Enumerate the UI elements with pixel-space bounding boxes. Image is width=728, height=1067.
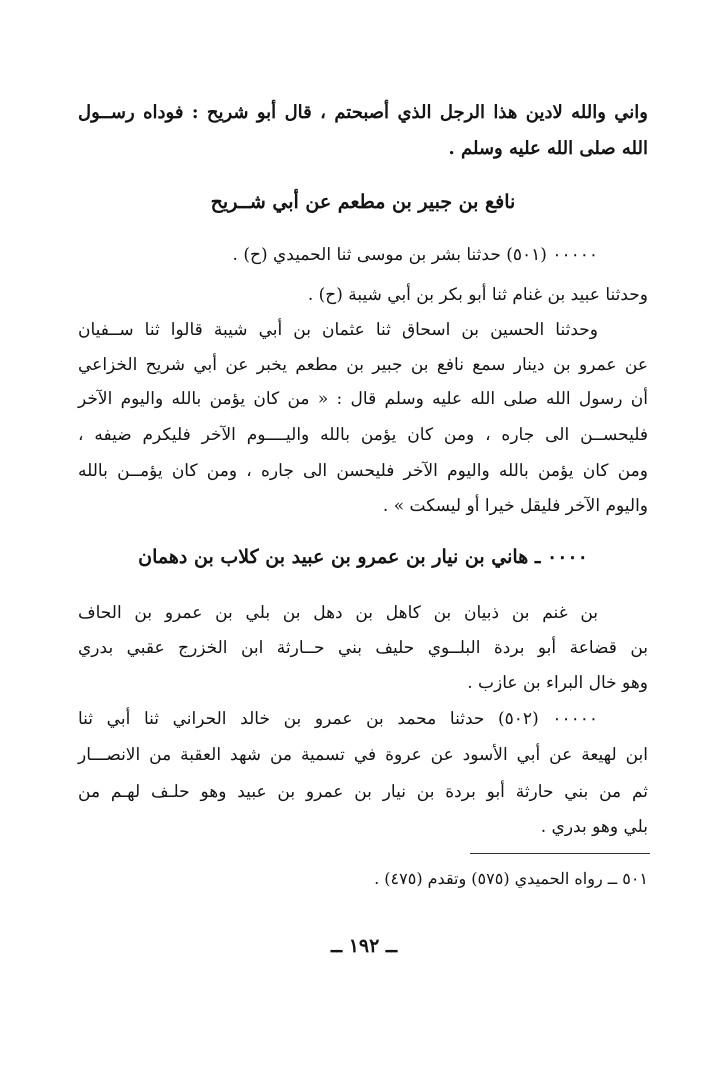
footnote-divider <box>470 853 650 854</box>
text-line: وحدثنا عبيد بن غنام ثنا أبو بكر بن أبي شيبة (ح) . <box>307 285 648 305</box>
footnote: ٥٠١ ــ رواه الحميدي (٥٧٥) وتقدم (٤٧٥) . <box>374 869 648 888</box>
text-line: بن قضاعة أبو بردة البلــوي حليف بني حــارثة ابن الخزرج عقبي بدري <box>78 638 648 658</box>
text-line: ٠٠٠٠٠ (٥٠١) حدثنا بشر بن موسى ثنا الحميدي (ح) . <box>232 245 598 265</box>
section-heading: ٠٠٠٠ ـ هاني بن نيار بن عمرو بن عبيد بن كلاب بن دهمان <box>138 546 588 568</box>
text-line: ومن كان يؤمن بالله واليوم الآخر فليحسن الى جاره ، ومن كان يؤمــن بالله <box>78 461 648 481</box>
text-line: ثم من بني حارثة أبو بردة بن نيار بن عمرو بن عبيد وهو حلـف لهـم من <box>78 782 648 802</box>
text-line: بن غنم بن ذبيان بن كاهل بن دهل بن بلي بن عمرو بن الحاف <box>78 603 598 623</box>
text-line: فليحســن الى جاره ، ومن كان يؤمن بالله واليــــوم الآخر فليكرم ضيفه ، <box>78 425 648 445</box>
text-line: أن رسول الله صلى الله عليه وسلم قال : « من كان يؤمن بالله واليوم الآخر <box>78 389 648 409</box>
text-line: عن عمرو بن دينار سمع نافع بن جبير بن مطعم يخبر عن أبي شريح الخزاعي <box>78 355 648 375</box>
text-line: ٠٠٠٠٠ (٥٠٢) حدثنا محمد بن عمرو بن خالد الحراني ثنا أبي ثنا <box>78 709 598 729</box>
text-line: وحدثنا الحسين بن اسحاق ثنا عثمان بن أبي شيبة قالوا ثنا ســفيان <box>78 320 598 340</box>
text-line: واني والله لادين هذا الرجل الذي أصبحتم ، قال أبو شريح : فوداه رســول <box>78 102 648 123</box>
text-line: ابن لهيعة عن أبي الأسود عن عروة في تسمية من شهد العقبة من الانصـــار <box>78 745 648 765</box>
page-number: ــ ١٩٢ ــ <box>330 935 398 957</box>
text-line: الله صلى الله عليه وسلم . <box>448 138 648 159</box>
text-line: بلي وهو بدري . <box>540 817 648 837</box>
text-line: وهو خال البراء بن عازب . <box>467 673 648 693</box>
text-line: واليوم الآخر فليقل خيرا أو ليسكت » . <box>382 496 648 516</box>
section-heading: نافع بن جبير بن مطعم عن أبي شــريح <box>210 191 516 213</box>
